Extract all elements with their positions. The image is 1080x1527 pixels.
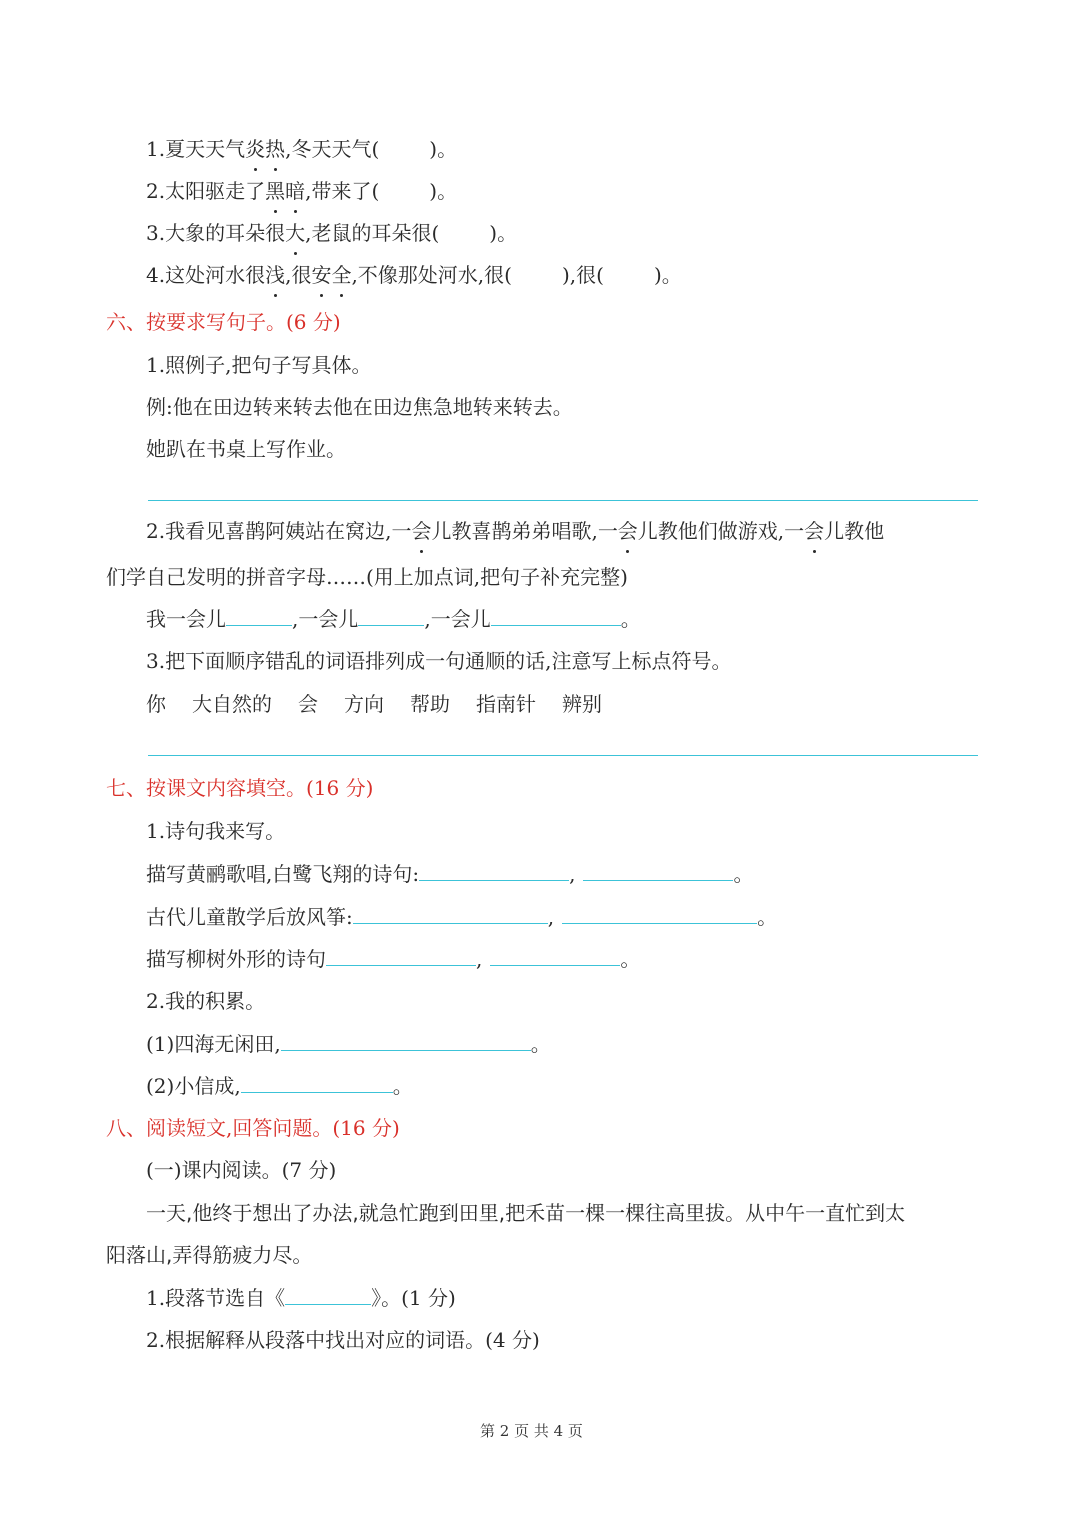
s5-item-4: 4.这处河水很浅,很安全,不像那处河水,很( ),很( )。 [146,260,682,290]
word: 大自然的 [192,692,272,716]
s7-q1: 1.诗句我来写。 [146,819,286,843]
fill-blank[interactable] [353,903,548,924]
s8-sub: (一)课内阅读。(7 分) [146,1158,337,1182]
s7-q2: 2.我的积累。 [146,989,266,1013]
s6-q3: 3.把下面顺序错乱的词语排列成一句通顺的话,注意写上标点符号。 [146,649,732,673]
answer-line[interactable] [148,755,978,756]
fill-blank[interactable] [326,945,476,966]
s8-q2: 2.根据解释从段落中找出对应的词语。(4 分) [146,1328,540,1352]
fill-blank[interactable] [358,605,424,626]
answer-line[interactable] [148,500,978,501]
word: 帮助 [410,692,450,716]
s7-accum-1: (1)四海无闲田, 。 [146,1032,551,1056]
s5-item-2: 2.太阳驱走了黑暗,带来了( )。 [146,176,457,206]
s5-item-3: 3.大象的耳朵很大,老鼠的耳朵很( )。 [146,218,517,248]
s5-item-1: 1.夏天天气炎热,冬天天气( )。 [146,134,457,164]
s8-q1: 1.段落节选自《 》。(1 分) [146,1286,456,1310]
word: 指南针 [476,692,536,716]
s6-q2-fill: 我一会儿 ,一会儿 ,一会儿 。 [146,607,641,631]
s7-accum-2: (2)小信成, 。 [146,1074,413,1098]
word: 会 [298,692,318,716]
fill-blank[interactable] [490,945,620,966]
s8-passage-line-2: 阳落山,弄得筋疲力尽。 [106,1243,313,1267]
fill-blank[interactable] [241,1072,393,1093]
fill-blank[interactable] [419,860,569,881]
fill-blank[interactable] [281,1030,531,1051]
fill-blank[interactable] [583,860,733,881]
s6-example: 例:他在田边转来转去他在田边焦急地转来转去。 [146,395,573,419]
s6-prompt: 她趴在书桌上写作业。 [146,437,346,461]
s7-line-1: 描写黄鹂歌唱,白鹭飞翔的诗句: , 。 [146,862,754,886]
fill-blank[interactable] [226,605,292,626]
s6-q2-line1: 2.我看见喜鹊阿姨站在窝边,一会儿教喜鹊弟弟唱歌,一会儿教他们做游戏,一会儿教他 [146,516,884,546]
word: 你 [146,692,166,716]
s7-line-3: 描写柳树外形的诗句 , 。 [146,947,641,971]
page-number: 第 2 页 共 4 页 [480,1422,583,1440]
s6-q2-line2: 们学自己发明的拼音字母……(用上加点词,把句子补充完整) [106,565,628,589]
word: 辨别 [562,692,602,716]
section-7-title: 七、按课文内容填空。(16 分) [106,776,374,800]
fill-blank[interactable] [285,1284,371,1305]
s8-passage-line-1: 一天,他终于想出了办法,就急忙跑到田里,把禾苗一棵一棵往高里拔。从中午一直忙到太 [146,1201,906,1225]
s6-q1: 1.照例子,把句子写具体。 [146,353,372,377]
section-8-title: 八、阅读短文,回答问题。(16 分) [106,1116,400,1140]
section-6-title: 六、按要求写句子。(6 分) [106,310,341,334]
fill-blank[interactable] [562,903,757,924]
word: 方向 [344,692,384,716]
fill-blank[interactable] [491,605,621,626]
s6-word-list [146,689,628,719]
s7-line-2: 古代儿童散学后放风筝: , 。 [146,905,778,929]
